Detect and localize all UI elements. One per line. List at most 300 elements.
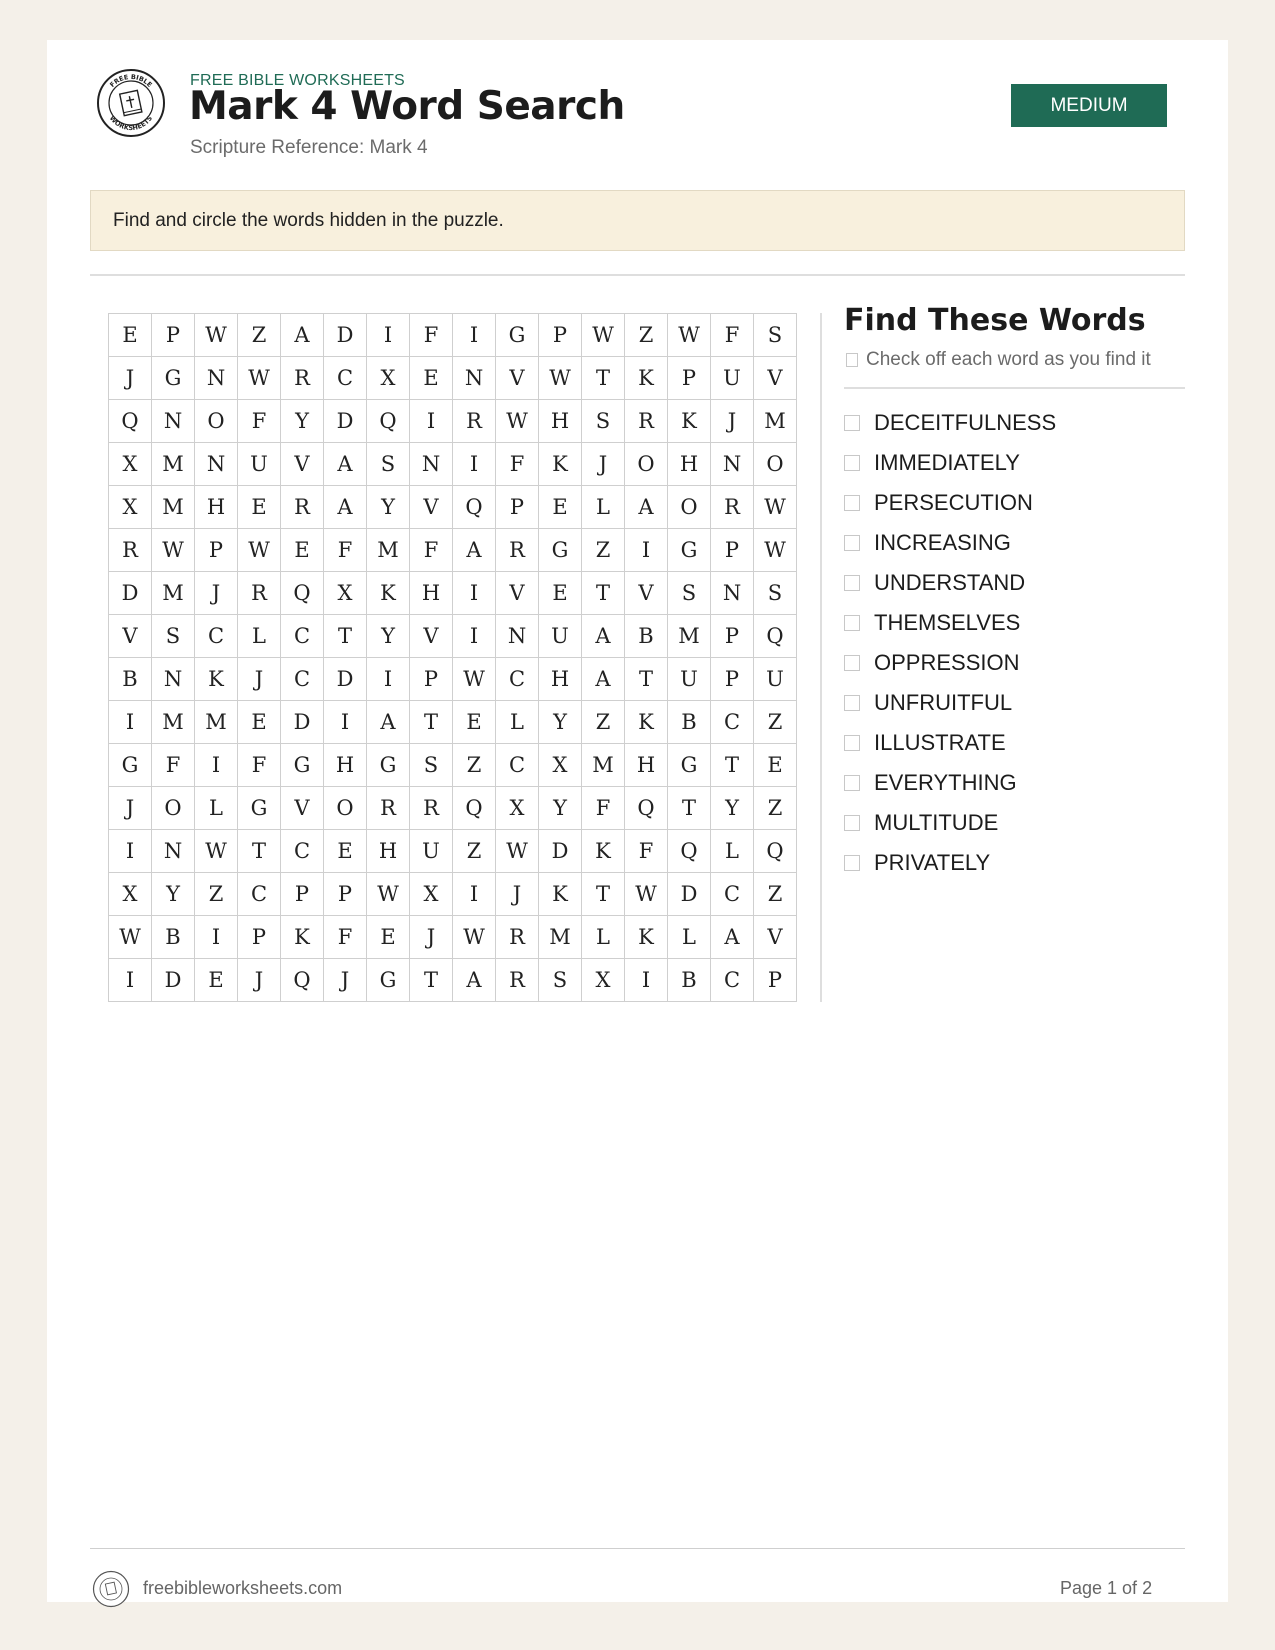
grid-cell[interactable]: E <box>324 830 367 873</box>
grid-cell[interactable]: M <box>754 400 797 443</box>
grid-cell[interactable]: E <box>539 486 582 529</box>
grid-cell[interactable]: P <box>238 916 281 959</box>
grid-cell[interactable]: X <box>367 357 410 400</box>
grid-cell[interactable]: Q <box>367 400 410 443</box>
difficulty-badge: MEDIUM <box>1011 84 1167 127</box>
grid-cell[interactable]: W <box>453 658 496 701</box>
grid-cell[interactable]: W <box>453 916 496 959</box>
grid-cell[interactable]: L <box>668 916 711 959</box>
grid-cell[interactable]: C <box>711 873 754 916</box>
grid-cell[interactable]: O <box>625 443 668 486</box>
grid-cell[interactable]: Y <box>367 615 410 658</box>
grid-cell[interactable]: N <box>496 615 539 658</box>
grid-cell[interactable]: N <box>711 572 754 615</box>
grid-cell[interactable]: I <box>410 400 453 443</box>
grid-row <box>109 529 797 572</box>
grid-cell[interactable]: Z <box>754 701 797 744</box>
grid-cell[interactable]: W <box>754 529 797 572</box>
grid-cell[interactable]: J <box>109 787 152 830</box>
word-checkbox[interactable] <box>844 695 860 711</box>
grid-cell[interactable]: N <box>453 357 496 400</box>
grid-cell[interactable]: I <box>109 830 152 873</box>
grid-cell[interactable]: I <box>109 701 152 744</box>
grid-cell[interactable]: W <box>152 529 195 572</box>
grid-cell[interactable]: R <box>281 357 324 400</box>
grid-cell[interactable]: Y <box>152 873 195 916</box>
grid-cell[interactable]: F <box>410 529 453 572</box>
grid-cell[interactable]: Z <box>238 314 281 357</box>
grid-cell[interactable]: E <box>453 701 496 744</box>
grid-cell[interactable]: B <box>152 916 195 959</box>
grid-cell[interactable]: M <box>582 744 625 787</box>
grid-cell[interactable]: H <box>195 486 238 529</box>
grid-cell[interactable]: M <box>152 443 195 486</box>
grid-cell[interactable]: G <box>109 744 152 787</box>
grid-cell[interactable]: V <box>410 615 453 658</box>
grid-cell[interactable]: W <box>496 830 539 873</box>
grid-cell[interactable]: P <box>539 314 582 357</box>
page-title: Mark 4 Word Search <box>189 84 625 129</box>
grid-cell[interactable]: F <box>152 744 195 787</box>
grid-cell[interactable]: I <box>453 314 496 357</box>
grid-cell[interactable]: E <box>367 916 410 959</box>
grid-cell[interactable]: Q <box>281 959 324 1002</box>
grid-cell[interactable]: O <box>152 787 195 830</box>
grid-cell[interactable]: W <box>238 529 281 572</box>
grid-cell[interactable]: H <box>539 658 582 701</box>
grid-cell[interactable]: H <box>410 572 453 615</box>
grid-cell[interactable]: R <box>625 400 668 443</box>
grid-cell[interactable]: L <box>582 916 625 959</box>
grid-cell[interactable]: L <box>582 486 625 529</box>
grid-cell[interactable]: M <box>668 615 711 658</box>
grid-cell[interactable]: H <box>668 443 711 486</box>
grid-row <box>109 701 797 744</box>
grid-cell[interactable]: Y <box>367 486 410 529</box>
grid-cell[interactable]: U <box>668 658 711 701</box>
grid-cell[interactable]: H <box>625 744 668 787</box>
grid-cell[interactable]: C <box>281 658 324 701</box>
grid-cell[interactable]: L <box>711 830 754 873</box>
grid-cell[interactable]: G <box>496 314 539 357</box>
grid-cell[interactable]: Y <box>711 787 754 830</box>
grid-row <box>109 658 797 701</box>
grid-cell[interactable]: T <box>668 787 711 830</box>
word-search-grid[interactable] <box>108 313 797 1002</box>
grid-cell[interactable]: N <box>195 443 238 486</box>
grid-cell[interactable]: T <box>582 873 625 916</box>
grid-cell[interactable]: T <box>582 572 625 615</box>
grid-cell[interactable]: C <box>238 873 281 916</box>
instructions-box: Find and circle the words hidden in the puzzle. <box>90 190 1185 251</box>
grid-cell[interactable]: E <box>238 486 281 529</box>
grid-cell[interactable]: Q <box>668 830 711 873</box>
grid-cell[interactable]: C <box>711 701 754 744</box>
grid-cell[interactable]: H <box>367 830 410 873</box>
grid-cell[interactable]: Q <box>453 787 496 830</box>
grid-cell[interactable]: A <box>367 701 410 744</box>
grid-cell[interactable]: P <box>711 615 754 658</box>
grid-cell[interactable]: K <box>582 830 625 873</box>
grid-cell[interactable]: I <box>324 701 367 744</box>
word-list-item[interactable] <box>844 403 1185 443</box>
grid-cell[interactable]: C <box>496 744 539 787</box>
word-checkbox[interactable] <box>844 735 860 751</box>
checkbox-icon <box>846 353 858 367</box>
grid-cell[interactable]: V <box>754 357 797 400</box>
grid-cell[interactable]: J <box>195 572 238 615</box>
grid-cell[interactable]: R <box>410 787 453 830</box>
grid-cell[interactable]: S <box>367 443 410 486</box>
grid-cell[interactable]: U <box>754 658 797 701</box>
grid-cell[interactable]: W <box>367 873 410 916</box>
grid-cell[interactable]: Z <box>453 830 496 873</box>
grid-cell[interactable]: A <box>625 486 668 529</box>
grid-row <box>109 787 797 830</box>
grid-row <box>109 486 797 529</box>
grid-cell[interactable]: H <box>324 744 367 787</box>
grid-cell[interactable]: L <box>496 701 539 744</box>
grid-cell[interactable]: K <box>668 400 711 443</box>
word-checkbox[interactable] <box>844 535 860 551</box>
grid-cell[interactable]: O <box>668 486 711 529</box>
grid-cell[interactable]: W <box>668 314 711 357</box>
grid-cell[interactable]: J <box>410 916 453 959</box>
grid-cell[interactable]: M <box>539 916 582 959</box>
word-list-item[interactable] <box>844 523 1185 563</box>
grid-cell[interactable]: A <box>324 486 367 529</box>
grid-cell[interactable]: C <box>324 357 367 400</box>
grid-cell[interactable]: K <box>539 443 582 486</box>
grid-cell[interactable]: M <box>195 701 238 744</box>
grid-cell[interactable]: I <box>625 529 668 572</box>
grid-cell[interactable]: N <box>410 443 453 486</box>
grid-cell[interactable]: E <box>281 529 324 572</box>
grid-cell[interactable]: K <box>625 357 668 400</box>
grid-cell[interactable]: S <box>754 314 797 357</box>
grid-cell[interactable]: P <box>410 658 453 701</box>
grid-cell[interactable]: P <box>496 486 539 529</box>
word-checkbox[interactable] <box>844 615 860 631</box>
word-label: IMMEDIATELY <box>874 450 1020 475</box>
grid-cell[interactable]: I <box>367 658 410 701</box>
grid-cell[interactable]: B <box>625 615 668 658</box>
grid-cell[interactable]: Q <box>754 830 797 873</box>
grid-cell[interactable]: X <box>109 873 152 916</box>
grid-cell[interactable]: V <box>410 486 453 529</box>
grid-cell[interactable]: E <box>539 572 582 615</box>
grid-cell[interactable]: K <box>625 916 668 959</box>
grid-cell[interactable]: M <box>152 701 195 744</box>
grid-cell[interactable]: F <box>324 529 367 572</box>
grid-cell[interactable]: J <box>238 658 281 701</box>
grid-cell[interactable]: V <box>496 357 539 400</box>
grid-cell[interactable]: G <box>238 787 281 830</box>
grid-cell[interactable]: P <box>152 314 195 357</box>
grid-cell[interactable]: X <box>539 744 582 787</box>
grid-cell[interactable]: P <box>711 529 754 572</box>
grid-cell[interactable]: T <box>625 658 668 701</box>
grid-row <box>109 873 797 916</box>
grid-cell[interactable]: C <box>281 615 324 658</box>
grid-cell[interactable]: M <box>152 486 195 529</box>
grid-cell[interactable]: S <box>754 572 797 615</box>
grid-cell[interactable]: T <box>238 830 281 873</box>
grid-cell[interactable]: K <box>625 701 668 744</box>
grid-cell[interactable]: Z <box>754 787 797 830</box>
word-label: OPPRESSION <box>874 650 1020 675</box>
grid-cell[interactable]: U <box>711 357 754 400</box>
grid-cell[interactable]: G <box>668 744 711 787</box>
grid-cell[interactable]: S <box>410 744 453 787</box>
grid-cell[interactable]: I <box>453 572 496 615</box>
grid-cell[interactable]: O <box>195 400 238 443</box>
grid-cell[interactable]: Z <box>453 744 496 787</box>
grid-cell[interactable]: L <box>195 787 238 830</box>
grid-cell[interactable]: D <box>324 314 367 357</box>
grid-cell[interactable]: M <box>367 529 410 572</box>
grid-cell[interactable]: D <box>539 830 582 873</box>
grid-cell[interactable]: I <box>367 314 410 357</box>
grid-cell[interactable]: T <box>410 701 453 744</box>
grid-cell[interactable]: V <box>281 443 324 486</box>
grid-cell[interactable]: F <box>711 314 754 357</box>
grid-cell[interactable]: Q <box>109 400 152 443</box>
grid-cell[interactable]: P <box>668 357 711 400</box>
grid-cell[interactable]: E <box>195 959 238 1002</box>
grid-cell[interactable]: A <box>582 658 625 701</box>
grid-cell[interactable]: T <box>582 357 625 400</box>
grid-cell[interactable]: V <box>109 615 152 658</box>
word-list-hint <box>844 347 1185 372</box>
grid-cell[interactable]: L <box>238 615 281 658</box>
grid-cell[interactable]: I <box>195 744 238 787</box>
grid-cell[interactable]: B <box>109 658 152 701</box>
grid-cell[interactable]: X <box>109 443 152 486</box>
grid-row <box>109 400 797 443</box>
grid-cell[interactable]: A <box>453 959 496 1002</box>
grid-cell[interactable]: P <box>754 959 797 1002</box>
grid-cell[interactable]: W <box>582 314 625 357</box>
word-label: MULTITUDE <box>874 810 999 835</box>
grid-cell[interactable]: R <box>711 486 754 529</box>
grid-cell[interactable]: N <box>195 357 238 400</box>
grid-cell[interactable]: R <box>496 916 539 959</box>
grid-cell[interactable]: F <box>238 744 281 787</box>
grid-cell[interactable]: Y <box>539 787 582 830</box>
word-checkbox[interactable] <box>844 655 860 671</box>
grid-cell[interactable]: A <box>711 916 754 959</box>
grid-cell[interactable]: J <box>496 873 539 916</box>
word-checkbox[interactable] <box>844 775 860 791</box>
grid-cell[interactable]: S <box>539 959 582 1002</box>
grid-cell[interactable]: Y <box>539 701 582 744</box>
grid-cell[interactable]: G <box>281 744 324 787</box>
grid-cell[interactable]: U <box>410 830 453 873</box>
grid-cell[interactable]: O <box>324 787 367 830</box>
grid-cell[interactable]: F <box>496 443 539 486</box>
grid-cell[interactable]: Z <box>625 314 668 357</box>
grid-cell[interactable]: A <box>324 443 367 486</box>
grid-cell[interactable]: C <box>195 615 238 658</box>
grid-cell[interactable]: N <box>152 658 195 701</box>
grid-cell[interactable]: I <box>195 916 238 959</box>
grid-cell[interactable]: D <box>324 658 367 701</box>
grid-cell[interactable]: G <box>539 529 582 572</box>
grid-cell[interactable]: E <box>754 744 797 787</box>
grid-cell[interactable]: W <box>195 830 238 873</box>
word-list-item[interactable] <box>844 643 1185 683</box>
grid-cell[interactable]: T <box>324 615 367 658</box>
word-label: EVERYTHING <box>874 770 1017 795</box>
grid-cell[interactable]: V <box>281 787 324 830</box>
grid-cell[interactable]: W <box>238 357 281 400</box>
grid-cell[interactable]: W <box>754 486 797 529</box>
grid-cell[interactable]: H <box>539 400 582 443</box>
grid-cell[interactable]: K <box>367 572 410 615</box>
grid-cell[interactable]: B <box>668 959 711 1002</box>
grid-cell[interactable]: X <box>324 572 367 615</box>
grid-cell[interactable]: P <box>195 529 238 572</box>
grid-cell[interactable]: W <box>496 400 539 443</box>
grid-cell[interactable]: F <box>582 787 625 830</box>
grid-cell[interactable]: X <box>109 486 152 529</box>
grid-cell[interactable]: A <box>453 529 496 572</box>
grid-cell[interactable]: T <box>410 959 453 1002</box>
grid-cell[interactable]: D <box>152 959 195 1002</box>
grid-cell[interactable]: I <box>453 443 496 486</box>
grid-cell[interactable]: F <box>324 916 367 959</box>
word-list-item[interactable] <box>844 683 1185 723</box>
word-list-item[interactable] <box>844 443 1185 483</box>
grid-cell[interactable]: U <box>238 443 281 486</box>
grid-cell[interactable]: C <box>281 830 324 873</box>
worksheet-logo-icon <box>96 68 166 138</box>
grid-cell[interactable]: J <box>711 400 754 443</box>
word-checkbox[interactable] <box>844 415 860 431</box>
grid-cell[interactable]: S <box>152 615 195 658</box>
grid-cell[interactable]: J <box>238 959 281 1002</box>
grid-cell[interactable]: R <box>496 959 539 1002</box>
grid-cell[interactable]: D <box>324 400 367 443</box>
grid-cell[interactable]: W <box>109 916 152 959</box>
grid-cell[interactable]: R <box>109 529 152 572</box>
grid-cell[interactable]: E <box>238 701 281 744</box>
grid-cell[interactable]: Z <box>582 529 625 572</box>
grid-cell[interactable]: Q <box>625 787 668 830</box>
grid-cell[interactable]: B <box>668 701 711 744</box>
grid-cell[interactable]: K <box>195 658 238 701</box>
grid-cell[interactable]: G <box>367 744 410 787</box>
grid-cell[interactable]: R <box>453 400 496 443</box>
grid-cell[interactable]: X <box>582 959 625 1002</box>
word-list-item[interactable] <box>844 603 1185 643</box>
grid-cell[interactable]: D <box>109 572 152 615</box>
grid-cell[interactable]: R <box>281 486 324 529</box>
grid-cell[interactable]: I <box>109 959 152 1002</box>
grid-cell[interactable]: F <box>625 830 668 873</box>
grid-cell[interactable]: Q <box>754 615 797 658</box>
grid-cell[interactable]: D <box>281 701 324 744</box>
grid-cell[interactable]: W <box>625 873 668 916</box>
grid-cell[interactable]: Z <box>582 701 625 744</box>
grid-cell[interactable]: W <box>539 357 582 400</box>
grid-cell[interactable]: Q <box>453 486 496 529</box>
grid-cell[interactable]: V <box>625 572 668 615</box>
grid-cell[interactable]: I <box>453 873 496 916</box>
grid-cell[interactable]: P <box>711 658 754 701</box>
grid-cell[interactable]: J <box>582 443 625 486</box>
word-list-item[interactable] <box>844 843 1185 883</box>
grid-cell[interactable]: J <box>324 959 367 1002</box>
grid-cell[interactable]: S <box>582 400 625 443</box>
grid-cell[interactable]: C <box>711 959 754 1002</box>
grid-cell[interactable]: V <box>496 572 539 615</box>
grid-cell[interactable]: A <box>582 615 625 658</box>
word-list-item[interactable] <box>844 803 1185 843</box>
word-label: UNDERSTAND <box>874 570 1026 595</box>
grid-cell[interactable]: Z <box>195 873 238 916</box>
grid-cell[interactable]: X <box>410 873 453 916</box>
word-list-item[interactable] <box>844 563 1185 603</box>
grid-cell[interactable]: U <box>539 615 582 658</box>
grid-cell[interactable]: N <box>711 443 754 486</box>
grid-cell[interactable]: Z <box>754 873 797 916</box>
grid-cell[interactable]: A <box>281 314 324 357</box>
grid-cell[interactable]: G <box>152 357 195 400</box>
grid-cell[interactable]: W <box>195 314 238 357</box>
grid-cell[interactable]: M <box>152 572 195 615</box>
word-list-item[interactable] <box>844 763 1185 803</box>
grid-cell[interactable]: I <box>453 615 496 658</box>
grid-cell[interactable]: P <box>281 873 324 916</box>
grid-cell[interactable]: K <box>539 873 582 916</box>
grid-cell[interactable]: F <box>410 314 453 357</box>
grid-cell[interactable]: Q <box>281 572 324 615</box>
word-list-item[interactable] <box>844 483 1185 523</box>
grid-cell[interactable]: C <box>496 658 539 701</box>
grid-cell[interactable]: V <box>754 916 797 959</box>
grid-cell[interactable]: P <box>324 873 367 916</box>
word-checkbox[interactable] <box>844 575 860 591</box>
grid-cell[interactable]: T <box>711 744 754 787</box>
grid-cell[interactable]: F <box>238 400 281 443</box>
grid-cell[interactable]: O <box>754 443 797 486</box>
grid-cell[interactable]: R <box>496 529 539 572</box>
grid-cell[interactable]: J <box>109 357 152 400</box>
word-list-divider <box>844 387 1185 389</box>
grid-cell[interactable]: G <box>367 959 410 1002</box>
grid-cell[interactable]: R <box>367 787 410 830</box>
grid-cell[interactable]: I <box>625 959 668 1002</box>
word-checkbox[interactable] <box>844 815 860 831</box>
grid-cell[interactable]: K <box>281 916 324 959</box>
grid-cell[interactable]: N <box>152 400 195 443</box>
word-checkbox[interactable] <box>844 495 860 511</box>
grid-cell[interactable]: Y <box>281 400 324 443</box>
grid-cell[interactable]: E <box>410 357 453 400</box>
grid-cell[interactable]: D <box>668 873 711 916</box>
grid-cell[interactable]: X <box>496 787 539 830</box>
grid-cell[interactable]: E <box>109 314 152 357</box>
word-checkbox[interactable] <box>844 855 860 871</box>
grid-cell[interactable]: R <box>238 572 281 615</box>
grid-cell[interactable]: S <box>668 572 711 615</box>
word-checkbox[interactable] <box>844 455 860 471</box>
word-list-item[interactable] <box>844 723 1185 763</box>
grid-cell[interactable]: N <box>152 830 195 873</box>
grid-cell[interactable]: G <box>668 529 711 572</box>
